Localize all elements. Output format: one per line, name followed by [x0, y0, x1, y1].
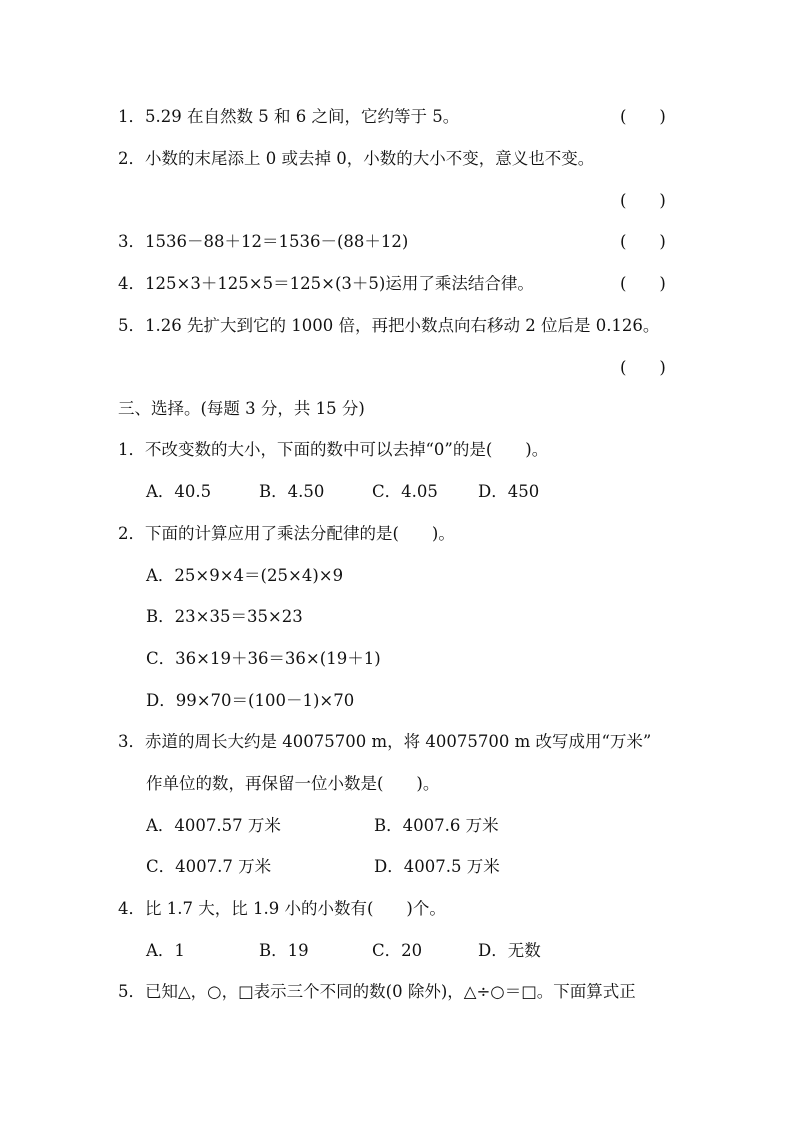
choice-q1-stem: 1．不改变数的大小，下面的数中可以去掉“0”的是( )。: [118, 440, 549, 459]
choice-q1-option-a[interactable]: A．40.5: [146, 482, 212, 501]
judge-item-1: 1．5.29 在自然数 5 和 6 之间，它约等于 5。: [118, 107, 460, 126]
choice-q1-option-b[interactable]: B．4.50: [259, 482, 325, 501]
judge-item-4: 4．125×3＋125×5＝125×(3＋5)运用了乘法结合律。: [118, 274, 534, 293]
choice-q2-option-c[interactable]: C．36×19＋36＝36×(19＋1): [146, 649, 381, 668]
choice-q2-option-d[interactable]: D．99×70＝(100－1)×70: [146, 691, 355, 710]
choice-q4-option-a[interactable]: A．1: [146, 941, 185, 960]
judge-answer-paren-2[interactable]: ( ): [620, 191, 666, 210]
choice-q3-stem-line1: 3．赤道的周长大约是 40075700 m，将 40075700 m 改写成用“万米”: [118, 732, 652, 751]
choice-q4-option-c[interactable]: C．20: [372, 941, 423, 960]
judge-answer-paren-1[interactable]: ( ): [620, 107, 666, 126]
section-heading-choice: 三、选择。(每题 3 分，共 15 分): [118, 399, 365, 418]
choice-q4-option-b[interactable]: B．19: [259, 941, 309, 960]
judge-item-3: 3．1536－88＋12＝1536－(88＋12): [118, 232, 409, 251]
choice-q3-stem-line2: 作单位的数，再保留一位小数是( )。: [146, 774, 440, 793]
choice-q3-option-d[interactable]: D．4007.5 万米: [374, 857, 500, 876]
choice-q4-stem: 4．比 1.7 大，比 1.9 小的小数有( )个。: [118, 899, 446, 918]
choice-q3-option-c[interactable]: C．4007.7 万米: [146, 857, 272, 876]
choice-q3-option-a[interactable]: A．4007.57 万米: [146, 816, 281, 835]
choice-q4-option-d[interactable]: D．无数: [478, 941, 541, 960]
choice-q2-stem: 2．下面的计算应用了乘法分配律的是( )。: [118, 524, 455, 543]
judge-item-2: 2．小数的末尾添上 0 或去掉 0，小数的大小不变，意义也不变。: [118, 149, 595, 168]
choice-q1-option-c[interactable]: C．4.05: [372, 482, 438, 501]
choice-q5-stem: 5．已知△，○，□表示三个不同的数(0 除外)，△÷○＝□。下面算式正: [118, 982, 636, 1001]
judge-answer-paren-3[interactable]: ( ): [620, 232, 666, 251]
choice-q2-option-b[interactable]: B．23×35＝35×23: [146, 607, 303, 626]
choice-q2-option-a[interactable]: A．25×9×4＝(25×4)×9: [146, 566, 344, 585]
choice-q1-option-d[interactable]: D．450: [478, 482, 540, 501]
choice-q3-option-b[interactable]: B．4007.6 万米: [374, 816, 499, 835]
judge-answer-paren-5[interactable]: ( ): [620, 358, 666, 377]
judge-answer-paren-4[interactable]: ( ): [620, 274, 666, 293]
judge-item-5: 5．1.26 先扩大到它的 1000 倍，再把小数点向右移动 2 位后是 0.126。: [118, 316, 660, 335]
